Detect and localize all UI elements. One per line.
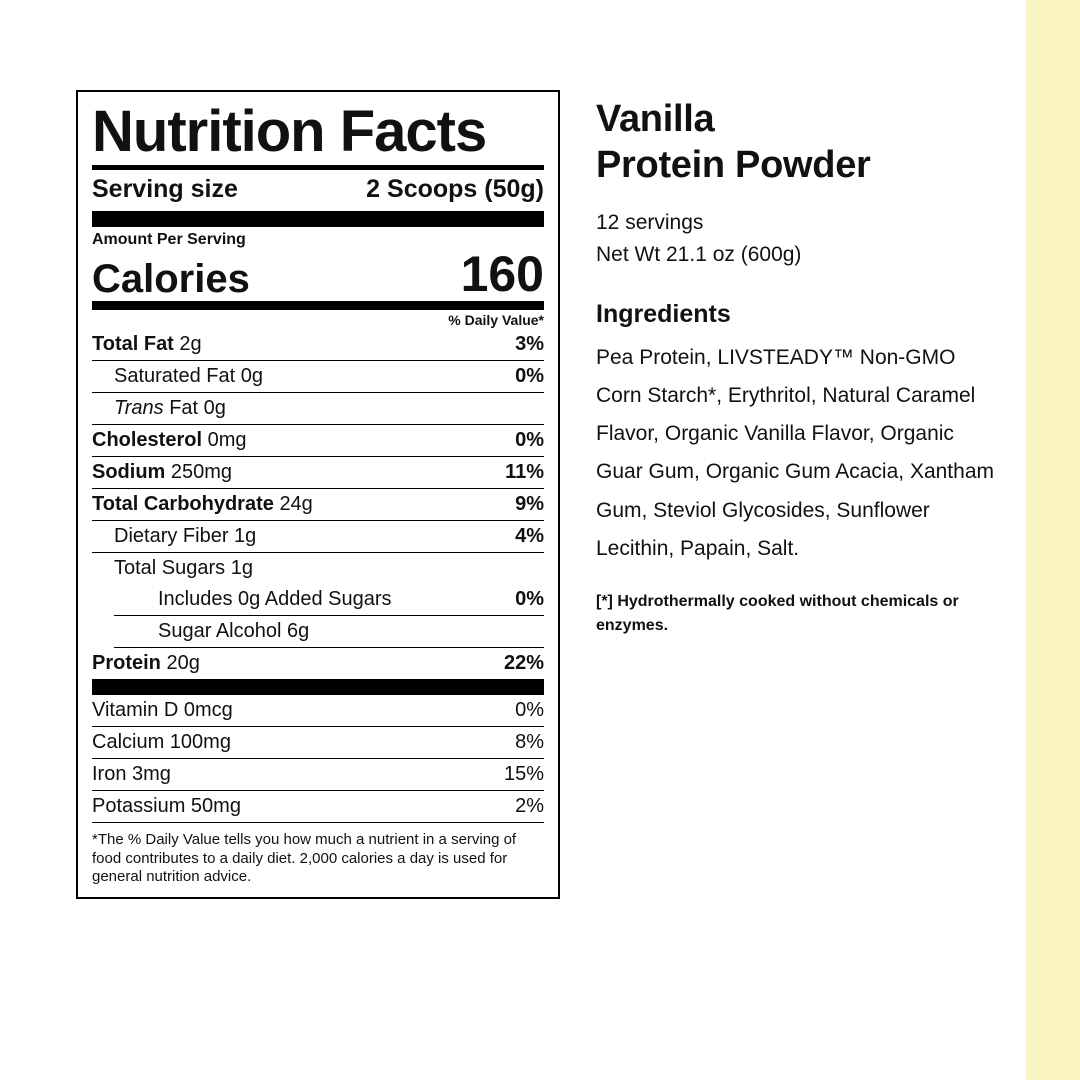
page-title xyxy=(596,96,1016,189)
vitamin-pct: 8% xyxy=(515,730,544,753)
table-row xyxy=(92,457,544,489)
nutrition-facts-title: Nutrition Facts xyxy=(92,99,487,164)
divider-under-calories xyxy=(92,301,544,310)
vitamin-name: Potassium 50mg xyxy=(92,794,241,817)
nutrient-pct: 0% xyxy=(515,428,544,451)
table-row xyxy=(114,584,544,616)
table-row xyxy=(92,791,544,823)
serving-size-label: Serving size xyxy=(92,174,238,203)
nutrition-facts-panel xyxy=(76,90,560,899)
table-row xyxy=(92,329,544,361)
divider-thick-bottom xyxy=(92,679,544,695)
serving-size-value: 2 Scoops (50g) xyxy=(366,174,544,203)
nutrient-name: Cholesterol 0mg xyxy=(92,428,247,451)
nutrient-rows xyxy=(92,329,544,679)
table-row xyxy=(92,489,544,521)
vitamin-pct: 0% xyxy=(515,698,544,721)
nutrient-pct: 0% xyxy=(515,587,544,610)
daily-value-footnote: *The % Daily Value tells you how much a nutrient in a serving of food contributes to a daily diet. 2,000 calories a day is used for general nutrition advice. xyxy=(92,830,517,886)
nutrient-pct: 0% xyxy=(515,364,544,387)
table-row xyxy=(92,727,544,759)
nutrient-pct: 11% xyxy=(505,460,544,483)
vitamin-name: Calcium 100mg xyxy=(92,730,231,753)
daily-value-header: % Daily Value* xyxy=(448,311,544,328)
ingredients-disclaimer: [*] Hydrothermally cooked without chemicals or enzymes. xyxy=(596,593,959,635)
vitamin-pct: 15% xyxy=(503,762,544,785)
nutrient-name: Includes 0g Added Sugars xyxy=(158,587,392,610)
nutrient-name: Total Carbohydrate 24g xyxy=(92,492,313,515)
product-title-line-2: Protein Powder xyxy=(596,144,871,187)
amount-per-serving-label: Amount Per Serving xyxy=(92,230,246,248)
net-weight: Net Wt 21.1 oz (600g) xyxy=(596,243,802,267)
added-sugars-group xyxy=(114,584,544,648)
table-row xyxy=(92,521,544,553)
decorative-side-stripe xyxy=(1026,0,1080,1080)
calories-value: 160 xyxy=(460,245,544,302)
table-row xyxy=(92,648,544,679)
nutrient-name: Sugar Alcohol 6g xyxy=(158,619,310,642)
table-row xyxy=(92,425,544,457)
nutrient-name: Trans Fat 0g xyxy=(114,396,226,419)
servings-count: 12 servings xyxy=(596,210,704,234)
divider-thick-top xyxy=(92,211,544,227)
serving-size-row xyxy=(92,170,544,211)
product-title-line-1: Vanilla xyxy=(596,98,715,140)
nutrient-pct: 3% xyxy=(515,332,544,355)
vitamin-name: Iron 3mg xyxy=(92,762,171,785)
nutrient-name: Dietary Fiber 1g xyxy=(114,524,257,547)
nutrient-name: Total Fat 2g xyxy=(92,332,202,355)
table-row xyxy=(114,616,544,648)
vitamin-pct: 2% xyxy=(515,794,544,817)
vitamin-rows xyxy=(92,695,544,823)
table-row xyxy=(92,695,544,727)
nutrient-pct: 4% xyxy=(515,524,544,547)
nutrient-name: Total Sugars 1g xyxy=(114,556,253,579)
calories-row xyxy=(92,245,544,302)
table-row xyxy=(92,553,544,584)
nutrient-pct: 9% xyxy=(515,492,544,515)
vitamin-name: Vitamin D 0mcg xyxy=(92,698,233,721)
nutrient-name: Protein 20g xyxy=(92,651,200,674)
ingredients-text: Pea Protein, LIVSTEADY™ Non-GMO Corn Starch*, Erythritol, Natural Caramel Flavor, Organic Vanilla Flavor, Organic Guar Gum, Organic Gum Acacia, Xantham Gum, Steviol Glycosides, Sunflower Lecithin, Papain, Salt. xyxy=(596,345,994,560)
table-row xyxy=(92,759,544,791)
ingredients-heading: Ingredients xyxy=(596,299,731,328)
nutrient-pct: 22% xyxy=(503,651,544,674)
calories-label: Calories xyxy=(92,256,250,301)
nutrient-name: Sodium 250mg xyxy=(92,460,233,483)
table-row xyxy=(92,393,544,425)
product-info-column xyxy=(596,96,1016,638)
nutrient-name: Saturated Fat 0g xyxy=(114,364,263,387)
table-row xyxy=(92,361,544,393)
